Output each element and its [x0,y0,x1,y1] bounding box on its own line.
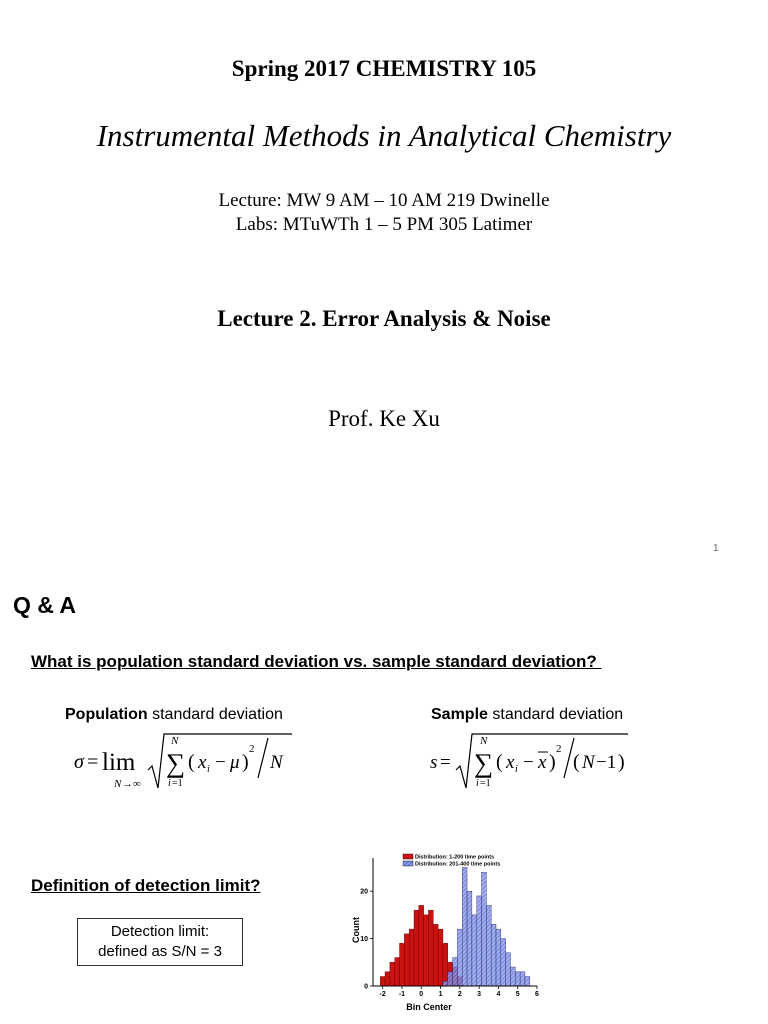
svg-text:i: i [168,778,171,789]
svg-text:N: N [114,778,122,790]
y-tick-label: 10 [360,936,368,944]
histogram-plot-area [380,867,530,986]
course-subtitle: Instrumental Methods in Analytical Chemistry [96,118,672,153]
histogram-bar [520,972,525,986]
sample-label-rest: standard deviation [487,706,624,723]
svg-text:x: x [506,752,515,773]
svg-text:N: N [480,735,488,747]
histogram-bar [414,910,419,986]
sample-std-formula [428,730,633,794]
histogram-bar [395,958,400,986]
histogram-bar [385,972,390,986]
histogram-bar [419,905,424,986]
svg-text:N: N [171,735,179,747]
histogram-bar [404,934,409,986]
histogram-bar [400,943,405,986]
legend-label: Distribution: 201-400 time points [415,861,501,868]
page-number: 1 [713,543,719,554]
histogram-x-label: Bin Center [406,1002,452,1012]
x-tick-label: 5 [515,991,520,998]
svg-text:i: i [207,764,210,775]
histogram-bar [506,953,511,986]
lecture-title: Lecture 2. Error Analysis & Noise [217,306,551,331]
lecture-schedule: Lecture: MW 9 AM – 10 AM 219 Dwinelle [218,190,550,211]
histogram-bar [467,891,472,986]
svg-text:i: i [515,764,518,775]
qa-heading: Q & A [13,592,77,618]
svg-text:−: − [215,752,226,773]
histogram-bar [443,981,448,986]
professor-name: Prof. Ke Xu [328,406,440,431]
svg-text:(: ( [188,751,195,773]
legend-label: Distribution: 1-200 time points [415,854,495,861]
x-tick-label: -2 [379,991,386,998]
svg-text:=1: =1 [172,778,183,789]
svg-text:x: x [198,752,207,773]
histogram-bar [428,910,433,986]
histogram-bar [496,929,501,986]
svg-text:): ) [549,751,556,773]
course-title: Spring 2017 CHEMISTRY 105 [231,56,537,81]
histogram-bar [457,929,462,986]
legend-swatch [403,861,413,866]
histogram-bar [472,915,477,986]
svg-text:−1: −1 [596,752,617,773]
x-tick-label: 6 [535,991,539,998]
std-dev-question: What is population standard deviation vs. sample standard deviation? [31,652,602,671]
sample-label-bold: Sample [431,706,488,723]
svg-text:2: 2 [556,743,562,755]
histogram-bar [486,905,491,986]
schedule [0,189,768,237]
detection-limit-question: Definition of detection limit? [31,876,261,895]
y-tick-label: 20 [360,888,368,896]
svg-text:=: = [87,751,99,773]
detection-box-line2: defined as S/N = 3 [98,943,222,960]
x-tick-label: 4 [496,991,501,998]
svg-text:2: 2 [249,743,255,755]
x-tick-label: -1 [398,991,406,998]
histogram-bar [525,977,530,986]
svg-text:(: ( [496,751,503,773]
histogram-bar [390,962,395,986]
svg-text:=: = [440,752,451,773]
histogram-bar [409,929,414,986]
histogram-bar [424,915,429,986]
x-tick-label: 2 [457,991,462,998]
svg-text:∑: ∑ [166,748,186,778]
x-tick-label: 0 [419,991,424,998]
svg-text:−: − [523,752,534,773]
population-label-rest: standard deviation [147,706,283,723]
histogram-legend [403,854,500,868]
detection-box-line1: Detection limit: [110,923,210,940]
histogram-bar [438,929,443,986]
histogram-y-label: Count [351,917,361,943]
svg-text:s: s [430,752,438,773]
noise-histogram [343,850,543,1018]
svg-text:∑: ∑ [474,748,494,778]
svg-text:μ: μ [230,752,240,773]
svg-text:N: N [270,752,283,773]
svg-text:(: ( [573,751,580,773]
population-label-bold: Population [65,706,148,723]
y-tick-label: 0 [364,983,368,991]
histogram-bar [491,924,496,986]
sample-label [431,706,623,724]
svg-text:lim: lim [102,749,136,776]
population-std-formula [72,730,297,794]
labs-schedule: Labs: MTuWTh 1 – 5 PM 305 Latimer [235,214,533,235]
histogram-bar [482,872,487,986]
detection-limit-box [77,918,243,966]
histogram-bar [448,972,453,986]
svg-text:N: N [582,752,595,773]
svg-text:i: i [476,778,479,789]
histogram-bar [462,867,467,986]
x-tick-label: 3 [477,991,482,998]
svg-text:=1: =1 [480,778,491,789]
histogram-bar [515,972,520,986]
svg-text:σ: σ [74,751,84,773]
histogram-bar [380,977,385,986]
svg-text:→∞: →∞ [122,778,141,790]
histogram-bar [501,939,506,986]
qa-slide [0,580,768,1024]
histogram-bar [433,924,438,986]
histogram-bar [453,958,458,986]
population-label [65,706,283,724]
svg-text:): ) [242,751,249,773]
histogram-bar [477,896,482,986]
histogram-bar [510,967,515,986]
svg-text:x: x [538,752,547,773]
legend-swatch [403,854,413,859]
svg-text:): ) [618,751,625,773]
x-tick-label: 1 [438,991,443,998]
histogram-bar [443,943,448,986]
